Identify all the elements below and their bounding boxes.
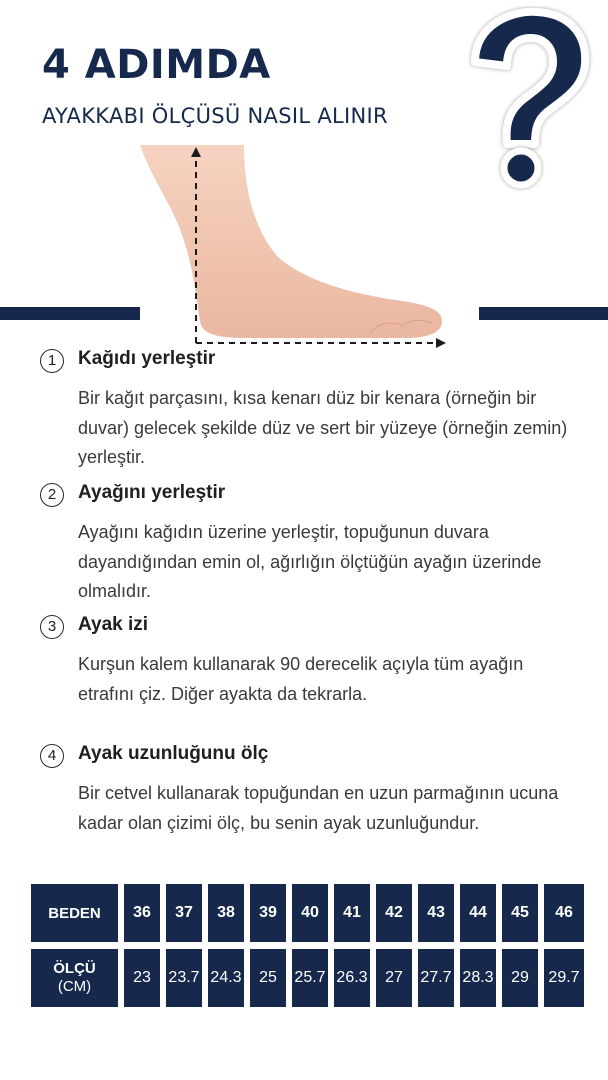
length-cell: 25 (250, 949, 286, 1007)
length-cell: 25.7 (292, 949, 328, 1007)
length-row-label (31, 949, 118, 1007)
step-text: Bir kağıt parçasını, kısa kenarı düz bir kenara (örneğin bir duvar) gelecek şekilde düz ve sert bir yüzeye (örneğin zemin) yerleştir. (78, 388, 568, 467)
length-cell: 23.7 (166, 949, 202, 1007)
size-table (31, 884, 586, 1007)
size-cell: 37 (166, 884, 202, 942)
length-cell: 29.7 (544, 949, 584, 1007)
step-title: Ayak izi (78, 614, 149, 635)
length-row-unit: (CM) (57, 978, 92, 995)
size-cell: 43 (418, 884, 454, 942)
length-row-label-text: ÖLÇÜ (53, 960, 96, 977)
size-cell: 42 (376, 884, 412, 942)
length-cell: 27.7 (418, 949, 454, 1007)
step-3 (40, 614, 580, 709)
step-2 (40, 482, 580, 607)
page-title: 4 ADIMDA (42, 42, 271, 88)
size-row (31, 884, 586, 942)
question-mark-icon (455, 6, 595, 194)
step-text: Kurşun kalem kullanarak 90 derecelik açıyla tüm ayağın etrafını çiz. Diğer ayakta da tekrarla. (78, 654, 524, 704)
step-1 (40, 348, 580, 473)
size-cell: 44 (460, 884, 496, 942)
length-cell: 23 (124, 949, 160, 1007)
length-cell: 28.3 (460, 949, 496, 1007)
length-cell: 24.3 (208, 949, 244, 1007)
divider-right (479, 307, 608, 320)
step-text: Bir cetvel kullanarak topuğundan en uzun parmağının ucuna kadar olan çizimi ölç, bu senin ayak uzunluğundur. (78, 783, 559, 833)
size-cell: 41 (334, 884, 370, 942)
length-cell: 27 (376, 949, 412, 1007)
size-cell: 40 (292, 884, 328, 942)
step-text: Ayağını kağıdın üzerine yerleştir, topuğunun duvara dayandığından emin ol, ağırlığın ölçtüğün ayağın üzerinde olmalıdır. (78, 522, 542, 601)
divider-left (0, 307, 140, 320)
size-cell: 45 (502, 884, 538, 942)
size-cell: 46 (544, 884, 584, 942)
size-row-label: BEDEN (31, 884, 118, 942)
size-cell: 36 (124, 884, 160, 942)
length-cell: 29 (502, 949, 538, 1007)
step-title: Ayak uzunluğunu ölç (78, 743, 269, 764)
length-row (31, 949, 586, 1007)
step-number: 2 (40, 483, 64, 507)
step-title: Ayağını yerleştir (78, 482, 226, 503)
size-cell: 38 (208, 884, 244, 942)
step-number: 3 (40, 615, 64, 639)
length-cell: 26.3 (334, 949, 370, 1007)
step-title: Kağıdı yerleştir (78, 348, 216, 369)
step-number: 4 (40, 744, 64, 768)
foot-illustration (140, 145, 460, 355)
step-4 (40, 743, 580, 838)
step-number: 1 (40, 349, 64, 373)
size-cell: 39 (250, 884, 286, 942)
page-subtitle: AYAKKABI ÖLÇÜSÜ NASIL ALINIR (42, 104, 388, 128)
